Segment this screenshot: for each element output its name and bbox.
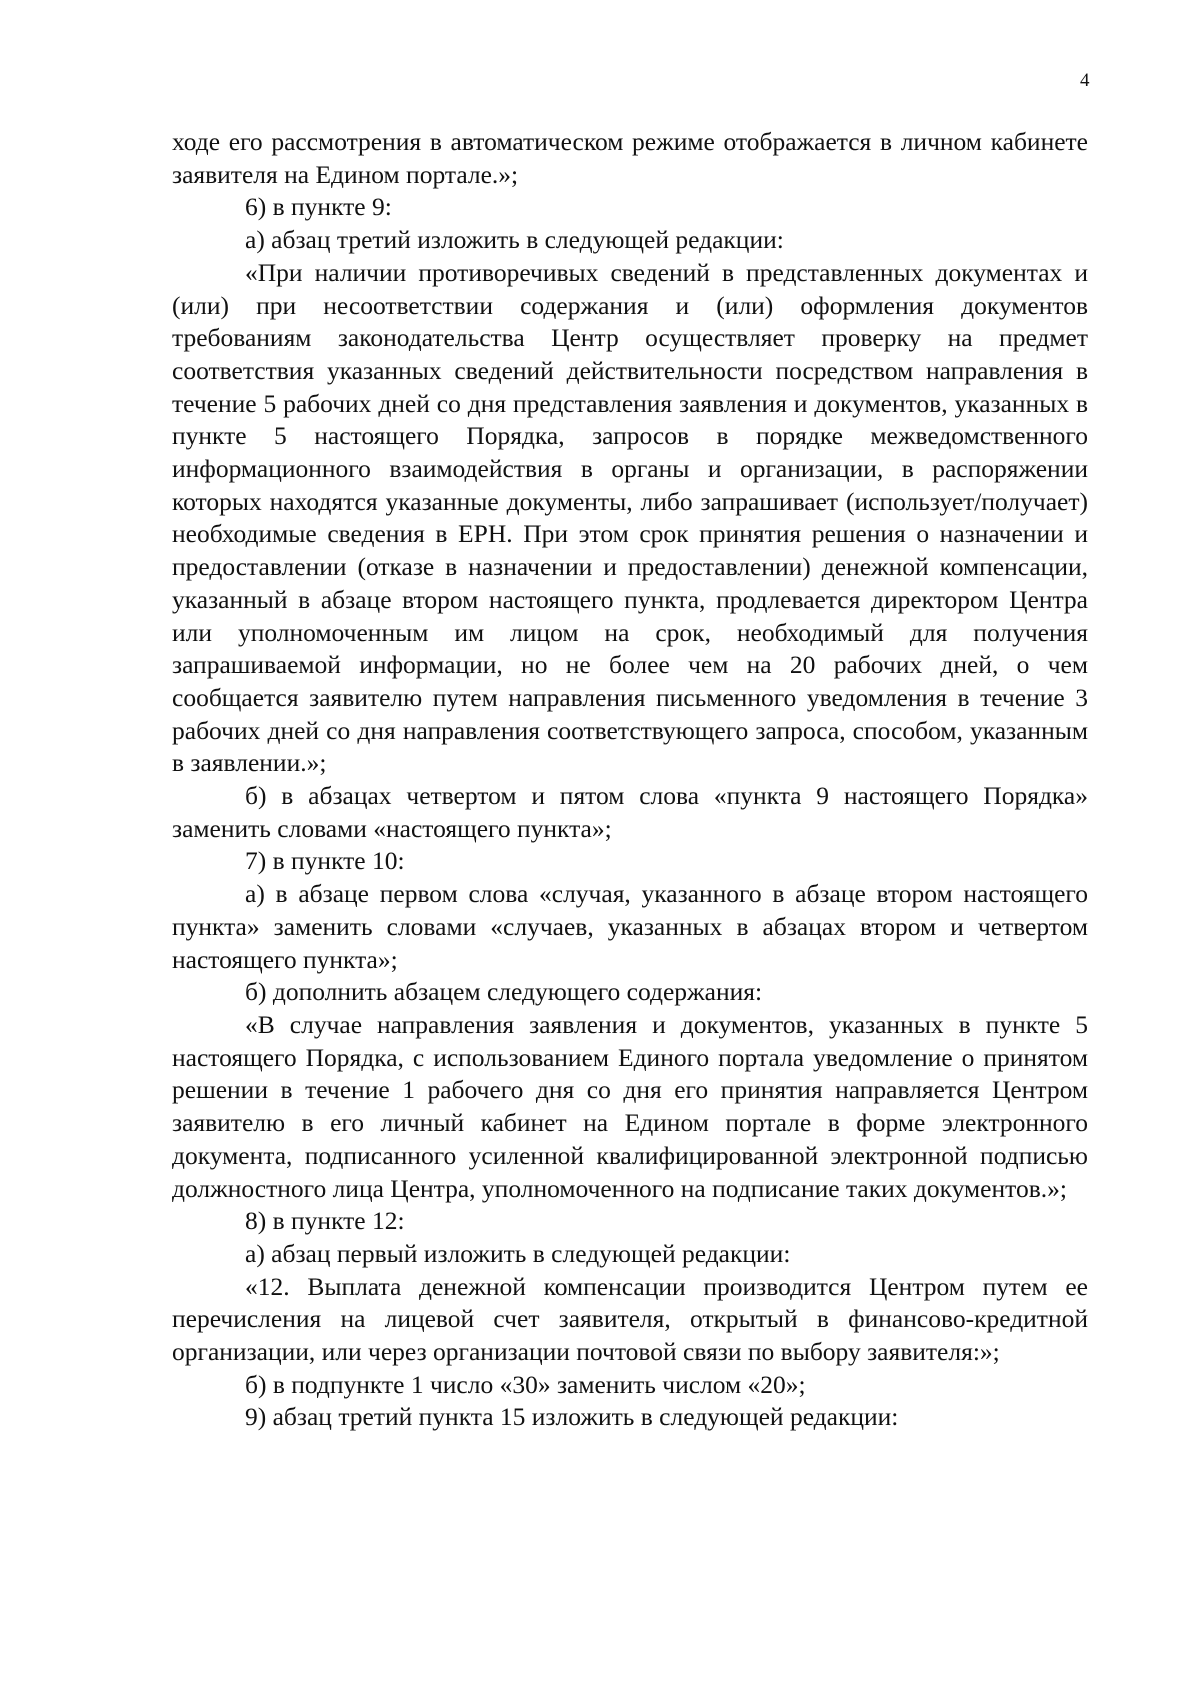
paragraph: б) в подпункте 1 число «30» заменить числом «20»; bbox=[245, 1369, 806, 1399]
paragraph: «При наличии противоречивых сведений в представленных документах и (или) при несоответствии содержания и (или) оформления документов требованиям законодательства Центр осуществляет проверку на предмет соответствия указанных сведений действительности посредством направления в течение 5 рабочих дней со дня представления заявления и документов, указанных в пункте 5 настоящего Порядка, запросов в порядке межведомственного информационного взаимодействия в органы и организации, в распоряжении которых находятся указанные документы, либо запрашивает (использует/получает) необходимые сведения в ЕРН. При этом срок принятия решения о назначении и предоставлении (отказе в назначении и предоставлении) денежной компенсации, указанный в абзаце втором настоящего пункта, продлевается директором Центра или уполномоченным им лицом на срок, необходимый для получения запрашиваемой информации, но не более чем на 20 рабочих дней, о чем сообщается заявителю путем направления письменного уведомления в течение 3 рабочих дней со дня направления соответствующего запроса, способом, указанным в заявлении.»; bbox=[172, 257, 1088, 778]
paragraph: 8) в пункте 12: bbox=[245, 1206, 405, 1236]
page-number: 4 bbox=[1080, 70, 1090, 91]
paragraph: б) в абзацах четвертом и пятом слова «пункта 9 настоящего Порядка» заменить словами «настоящего пункта»; bbox=[172, 781, 1088, 843]
paragraph: 9) абзац третий пункта 15 изложить в следующей редакции: bbox=[245, 1402, 899, 1432]
paragraph: «12. Выплата денежной компенсации производится Центром путем ее перечисления на лицевой счет заявителя, открытый в финансово-кредитной организации, или через организации почтовой связи по выбору заявителя:»; bbox=[172, 1271, 1088, 1367]
paragraph: б) дополнить абзацем следующего содержания: bbox=[245, 977, 763, 1007]
paragraph: 7) в пункте 10: bbox=[245, 846, 405, 876]
paragraph: «В случае направления заявления и документов, указанных в пункте 5 настоящего Порядка, с использованием Единого портала уведомление о принятом решении в течение 1 рабочего дня со дня его принятия направляется Центром заявителю в его личный кабинет на Едином портале в форме электронного документа, подписанного усиленной квалифицированной электронной подписью должностного лица Центра, уполномоченного на подписание таких документов.»; bbox=[172, 1009, 1088, 1203]
paragraph: а) абзац третий изложить в следующей редакции: bbox=[245, 225, 784, 255]
paragraph: ходе его рассмотрения в автоматическом режиме отображается в личном кабинете заявителя на Едином портале.»; bbox=[172, 127, 1088, 189]
document-body bbox=[172, 126, 1088, 1434]
paragraph: а) в абзаце первом слова «случая, указанного в абзаце втором настоящего пункта» заменить словами «случаев, указанных в абзацах втором и четвертом настоящего пункта»; bbox=[172, 879, 1088, 974]
paragraph: 6) в пункте 9: bbox=[245, 192, 392, 222]
paragraph: а) абзац первый изложить в следующей редакции: bbox=[245, 1238, 791, 1268]
